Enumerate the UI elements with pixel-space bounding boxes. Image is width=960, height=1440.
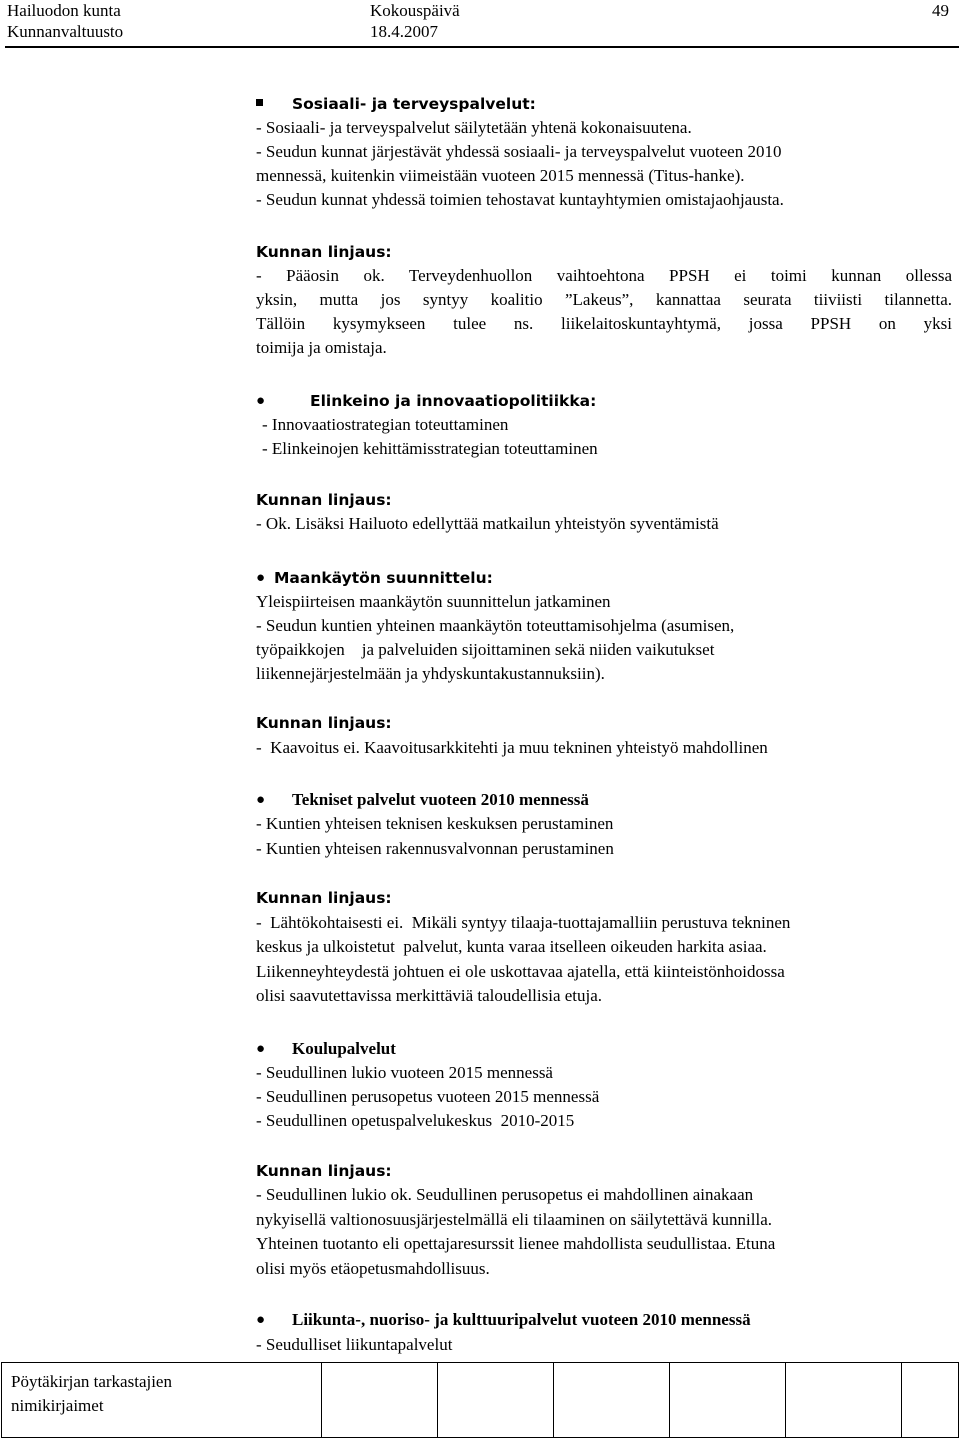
stance-line: olisi myös etäopetusmahdollisuus.: [256, 1259, 490, 1278]
section-line: - Seudullinen lukio vuoteen 2015 mennessä: [256, 1063, 553, 1082]
stance-label: Kunnan linjaus:: [256, 243, 392, 261]
signature-label: [11, 1370, 172, 1418]
section-line: työpaikkojen ja palveluiden sijoittaminen sekä niiden vaikutukset: [256, 640, 715, 659]
section-line: mennessä, kuitenkin viimeistään vuoteen 2015 mennessä (Titus-hanke).: [256, 166, 745, 185]
stance-line: olisi saavutettavissa merkittäviä taloudellisia etuja.: [256, 986, 603, 1005]
initials-box: [670, 1362, 786, 1438]
stance-line: keskus ja ulkoistetut palvelut, kunta varaa itselleen oikeuden harkita asiaa.: [256, 937, 767, 956]
page-number: 49: [932, 1, 949, 20]
initials-box: [438, 1362, 554, 1438]
section-title-business-innovation: Elinkeino ja innovaatiopolitiikka:: [310, 392, 597, 410]
section-line: - Seudulliset liikuntapalvelut: [256, 1335, 453, 1354]
section-title-sports-youth-culture: Liikunta-, nuoriso- ja kulttuuripalvelut vuoteen 2010 mennessä: [292, 1310, 751, 1329]
header-meeting-date: 18.4.2007: [370, 22, 438, 41]
stance-label: Kunnan linjaus:: [256, 714, 392, 732]
section-line: liikennejärjestelmään ja yhdyskuntakustannuksiin).: [256, 664, 605, 683]
section-title-land-use: Maankäytön suunnittelu:: [274, 569, 493, 587]
initials-box: [902, 1362, 959, 1438]
section-line: - Sosiaali- ja terveyspalvelut säilytetään yhtenä kokonaisuutena.: [256, 118, 692, 137]
section-line: - Seudun kunnat järjestävät yhdessä sosiaali- ja terveyspalvelut vuoteen 2010: [256, 142, 782, 161]
stance-line: - Pääosin ok. Terveydenhuollon vaihtoehtona PPSH ei toimi kunnan ollessa: [256, 266, 952, 285]
stance-label: Kunnan linjaus:: [256, 1162, 392, 1180]
section-line: - Seudullinen perusopetus vuoteen 2015 mennessä: [256, 1087, 600, 1106]
stance-line: - Kaavoitus ei. Kaavoitusarkkitehti ja muu tekninen yhteistyö mahdollinen: [256, 738, 768, 757]
bullet-icon: ●: [256, 1312, 266, 1328]
bullet-icon: ●: [256, 792, 266, 808]
header-body: Kunnanvaltuusto: [7, 22, 124, 41]
bullet-icon: ●: [256, 393, 266, 409]
initials-box: [554, 1362, 670, 1438]
stance-line: toimija ja omistaja.: [256, 338, 387, 357]
square-bullet-icon: [256, 99, 263, 106]
section-title-technical-services: Tekniset palvelut vuoteen 2010 mennessä: [292, 790, 589, 809]
section-line: - Seudun kunnat yhdessä toimien tehostavat kuntayhtymien omistajaohjausta.: [256, 190, 784, 209]
section-title-school-services: Koulupalvelut: [292, 1039, 396, 1058]
section-line: - Seudun kuntien yhteinen maankäytön toteuttamisohjelma (asumisen,: [256, 616, 735, 635]
stance-line: - Lähtökohtaisesti ei. Mikäli syntyy tilaaja-tuottajamalliin perustuva tekninen: [256, 913, 791, 932]
section-line: - Kuntien yhteisen rakennusvalvonnan perustaminen: [256, 839, 614, 858]
stance-line: - Ok. Lisäksi Hailuoto edellyttää matkailun yhteistyön syventämistä: [256, 514, 719, 533]
stance-line: - Seudullinen lukio ok. Seudullinen perusopetus ei mahdollinen ainakaan: [256, 1185, 754, 1204]
section-title-social-health: Sosiaali- ja terveyspalvelut:: [292, 95, 536, 113]
stance-label: Kunnan linjaus:: [256, 491, 392, 509]
stance-line: Yhteinen tuotanto eli opettajaresurssit lienee mahdollista seudullistaa. Etuna: [256, 1234, 776, 1253]
section-line: - Kuntien yhteisen teknisen keskuksen perustaminen: [256, 814, 614, 833]
section-line: - Innovaatiostrategian toteuttaminen: [262, 415, 509, 434]
header-meeting-day-label: Kokouspäivä: [370, 1, 460, 20]
initials-box: [786, 1362, 902, 1438]
signature-label-box: [1, 1362, 322, 1438]
section-line: Yleispiirteisen maankäytön suunnittelun jatkaminen: [256, 592, 611, 611]
stance-line: yksin, mutta jos syntyy koalitio ”Lakeus”, kannattaa seurata tiiviisti tilannetta.: [256, 290, 952, 309]
header-divider: [5, 46, 959, 48]
signature-label-line: nimikirjaimet: [11, 1396, 104, 1415]
bullet-icon: ●: [256, 1041, 266, 1057]
section-line: - Elinkeinojen kehittämisstrategian toteuttaminen: [262, 439, 598, 458]
bullet-icon: ●: [256, 570, 266, 586]
stance-line: Liikenneyhteydestä johtuen ei ole uskottavaa ajatella, että kiinteistönhoidossa: [256, 962, 785, 981]
stance-label: Kunnan linjaus:: [256, 889, 392, 907]
stance-line: nykyisellä valtionosuusjärjestelmällä eli tilaaminen on säilytettävä kunnilla.: [256, 1210, 773, 1229]
section-line: - Seudullinen opetuspalvelukeskus 2010-2015: [256, 1111, 575, 1130]
signature-label-line: Pöytäkirjan tarkastajien: [11, 1372, 172, 1391]
header-municipality: Hailuodon kunta: [7, 1, 121, 20]
stance-line: Tällöin kysymykseen tulee ns. liikelaitoskuntayhtymä, jossa PPSH on yksi: [256, 314, 952, 333]
initials-box: [322, 1362, 438, 1438]
